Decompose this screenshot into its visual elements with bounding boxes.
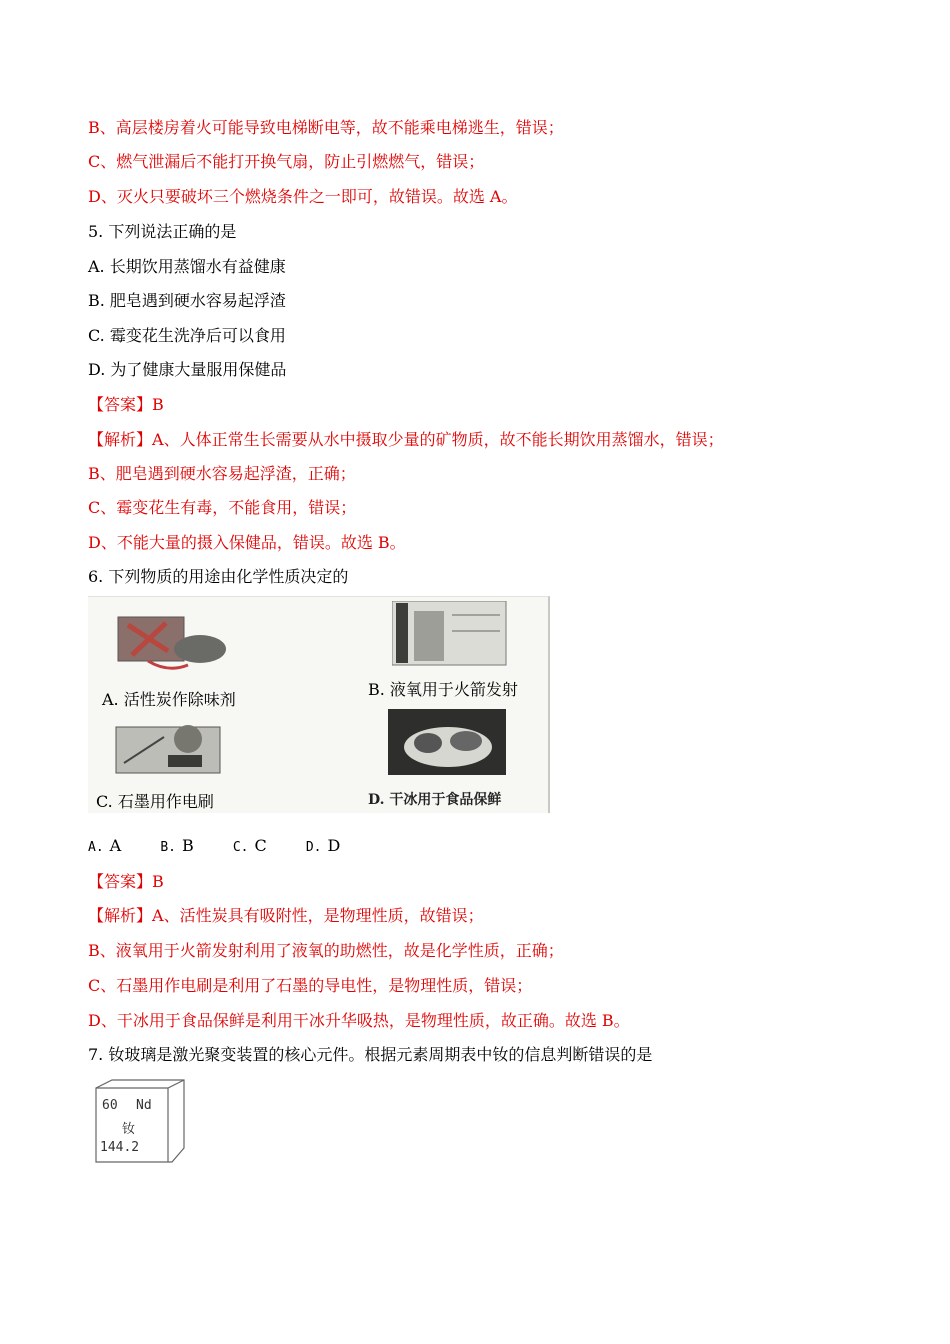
element-name: 钕 (122, 1122, 136, 1137)
q6-figure (88, 596, 550, 813)
q5-option-a: A. 长期饮用蒸馏水有益健康 (88, 257, 286, 276)
answer-tag: 【答案】 (88, 872, 153, 891)
analysis-tag: 【解析】 (88, 430, 153, 449)
caption-b: B. 液氧用于火箭发射 (368, 680, 518, 699)
q6-option-b-label: B. (160, 840, 176, 855)
element-cell (96, 1084, 180, 1170)
dry-ice-image (388, 709, 508, 777)
answer-tag: 【答案】 (88, 395, 153, 414)
q5-explanation-d: D、不能大量的摄入保健品，错误。故选 B。 (88, 533, 406, 552)
q5-option-b: B. 肥皂遇到硬水容易起浮渣 (88, 291, 286, 310)
explanation-line-c: C、燃气泄漏后不能打开换气扇，防止引燃燃气，错误； (88, 152, 485, 171)
q6-explanation-a (88, 906, 484, 926)
explanation-line-b: B、高层楼房着火可能导致电梯断电等，故不能乘电梯逃生，错误； (88, 118, 564, 137)
answer-value: B (152, 872, 164, 891)
q6-option-a-value: A (109, 836, 122, 855)
q6-explanation-c: C、石墨用作电刷是利用了石墨的导电性，是物理性质，错误； (88, 976, 533, 995)
analysis-text: A、人体正常生长需要从水中摄取少量的矿物质，故不能长期饮用蒸馏水，错误； (152, 430, 724, 449)
atomic-number: 60 (102, 1098, 118, 1113)
caption-a: A. 活性炭作除味剂 (102, 690, 236, 709)
q6-explanation-b: B、液氧用于火箭发射利用了液氧的助燃性，故是化学性质，正确； (88, 941, 564, 960)
analysis-tag: 【解析】 (88, 906, 153, 925)
q5-explanation-b: B、肥皂遇到硬水容易起浮渣，正确； (88, 464, 356, 483)
answer-value: B (152, 395, 164, 414)
q6-option-d-value: D (327, 836, 341, 855)
question-6: 6. 下列物质的用途由化学性质决定的 (88, 567, 349, 586)
explanation-line-d: D、灭火只要破坏三个燃烧条件之一即可，故错误。故选 A。 (88, 187, 518, 206)
rocket-launch-image (392, 601, 508, 667)
q6-options (88, 836, 374, 858)
caption-d: D. 干冰用于食品保鲜 (368, 792, 502, 808)
activated-carbon-image (108, 611, 228, 675)
q6-option-d-label: D. (305, 840, 322, 855)
q5-answer (88, 395, 164, 415)
q5-option-d: D. 为了健康大量服用保健品 (88, 360, 287, 379)
question-5: 5. 下列说法正确的是 (88, 222, 237, 241)
q5-explanation-a (88, 430, 724, 450)
q6-option-b-value: B (181, 836, 194, 855)
q5-option-c: C. 霉变花生洗净后可以食用 (88, 326, 286, 345)
q6-option-c-value: C (254, 836, 267, 855)
atomic-mass: 144.2 (100, 1140, 140, 1155)
element-symbol: Nd (136, 1098, 152, 1113)
question-7: 7. 钕玻璃是激光聚变装置的核心元件。根据元素周期表中钕的信息判断错误的是 (88, 1045, 653, 1064)
element-box-outline (92, 1078, 188, 1174)
graphite-brush-image (114, 717, 226, 777)
q6-option-a-label: A. (88, 840, 104, 855)
q6-option-c-label: C. (232, 840, 249, 855)
caption-c: C. 石墨用作电刷 (96, 792, 214, 811)
analysis-text: A、活性炭具有吸附性，是物理性质，故错误； (152, 906, 484, 925)
q5-explanation-c: C、霉变花生有毒，不能食用，错误； (88, 498, 357, 517)
q6-answer (88, 872, 164, 892)
q6-explanation-d: D、干冰用于食品保鲜是利用干冰升华吸热，是物理性质，故正确。故选 B。 (88, 1011, 630, 1030)
